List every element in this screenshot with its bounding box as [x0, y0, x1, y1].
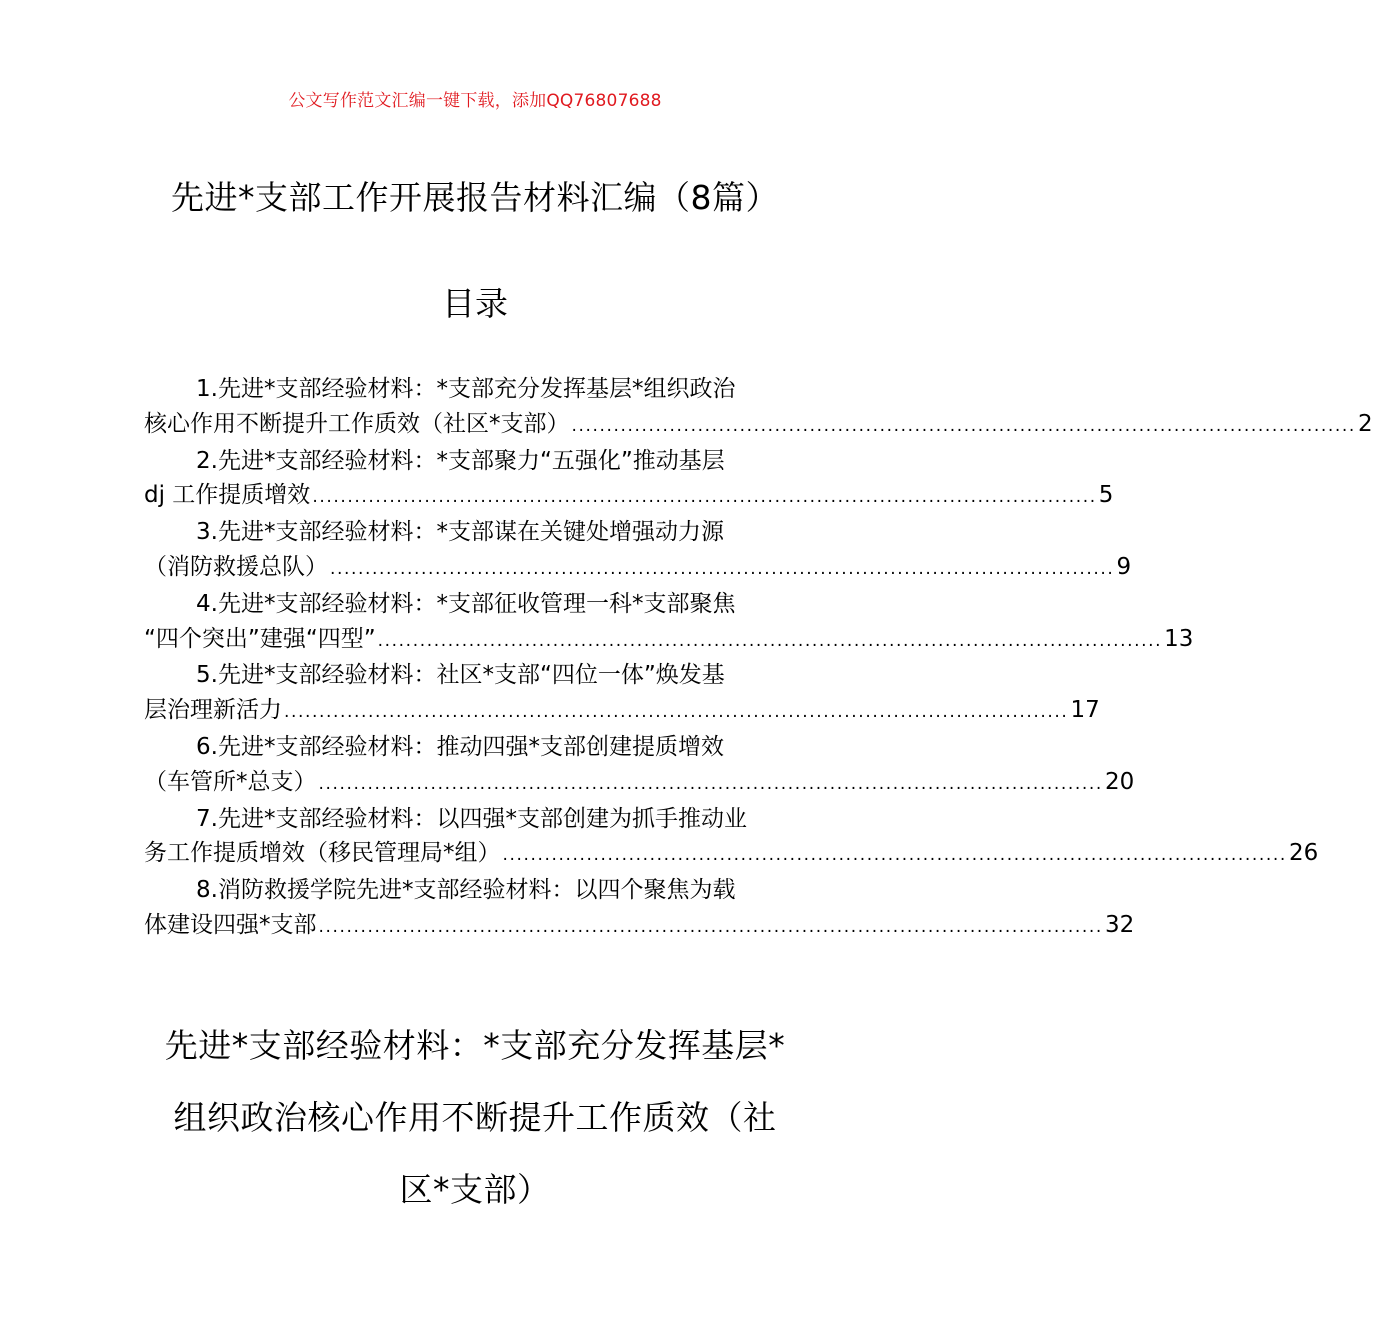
toc-leader-dots: ................................................................................................................ [502, 845, 1287, 866]
toc-entry-title-line1: 4.先进*支部经验材料：*支部征收管理一科*支部聚焦 [196, 590, 736, 617]
toc-entry-title-line1: 5.先进*支部经验材料：社区*支部“四位一体”焕发基 [196, 662, 725, 689]
toc-entry-3[interactable] [144, 515, 1132, 587]
toc-heading: 目录 [442, 284, 508, 323]
toc-entry-title-line2: （车管所*总支） [144, 768, 317, 795]
toc-leader-dots: ................................................................................................................ [330, 558, 1115, 579]
toc-leader-dots: ................................................................................................................ [377, 630, 1163, 651]
header-note: 公文写作范文汇编一键下载，添加QQ76807688 [288, 91, 662, 111]
section-title-line1: 先进*支部经验材料：*支部充分发挥基层* [164, 1026, 786, 1065]
toc-page-number: 26 [1288, 840, 1319, 867]
toc-entry-5[interactable] [144, 658, 1100, 730]
toc-entry-title-line2: （消防救援总队） [144, 553, 328, 580]
toc-entry-title-line2: 核心作用不断提升工作质效（社区*支部） [144, 410, 570, 437]
toc-leader-dots: ................................................................................................................ [318, 916, 1103, 937]
toc-entry-4[interactable] [144, 587, 1194, 659]
toc-entry-title-line2: “四个突出”建强“四型” [144, 625, 376, 652]
toc-page-number: 13 [1164, 625, 1194, 652]
toc-page-number: 17 [1070, 697, 1100, 724]
toc-leader-dots: ................................................................................................................ [318, 773, 1103, 794]
toc-leader-dots: ................................................................................................................ [312, 487, 1097, 508]
toc-entry-title-line1: 8.消防救援学院先进*支部经验材料：以四个聚焦为载 [196, 877, 736, 904]
toc-leader-dots: ................................................................................................................ [571, 415, 1356, 436]
toc-page-number: 20 [1104, 768, 1135, 795]
section-title [138, 1010, 812, 1226]
toc-entry-1[interactable] [144, 372, 1373, 444]
document-title: 先进*支部工作开展报告材料汇编（8篇） [171, 178, 779, 217]
toc-entry-title-line1: 1.先进*支部经验材料：*支部充分发挥基层*组织政治 [196, 376, 736, 402]
toc-leader-dots: ................................................................................................................ [284, 702, 1069, 723]
toc-entry-title-line1: 3.先进*支部经验材料：*支部谋在关键处增强动力源 [196, 519, 724, 546]
toc-page-number: 2 [1357, 410, 1373, 437]
toc-page-number: 5 [1098, 482, 1114, 509]
section-title-line2: 组织政治核心作用不断提升工作质效（社 [173, 1098, 777, 1137]
section-title-line3: 区*支部） [399, 1170, 551, 1209]
toc-entry-title-line1: 6.先进*支部经验材料：推动四强*支部创建提质增效 [196, 733, 724, 760]
table-of-contents [144, 372, 1373, 945]
toc-page-number: 32 [1104, 911, 1135, 938]
toc-entry-title-line2: dj 工作提质增效 [144, 482, 311, 509]
toc-page-number: 9 [1116, 553, 1132, 580]
toc-entry-7[interactable] [144, 802, 1319, 874]
toc-entry-2[interactable] [144, 444, 1114, 516]
toc-entry-8[interactable] [144, 873, 1135, 945]
toc-entry-title-line2: 层治理新活力 [144, 697, 282, 724]
toc-entry-title-line1: 2.先进*支部经验材料：*支部聚力“五强化”推动基层 [196, 447, 725, 474]
toc-entry-title-line2: 体建设四强*支部 [144, 911, 317, 938]
toc-entry-title-line2: 务工作提质增效（移民管理局*组） [144, 840, 501, 867]
toc-entry-title-line1: 7.先进*支部经验材料：以四强*支部创建为抓手推动业 [196, 805, 747, 832]
toc-entry-6[interactable] [144, 730, 1135, 802]
